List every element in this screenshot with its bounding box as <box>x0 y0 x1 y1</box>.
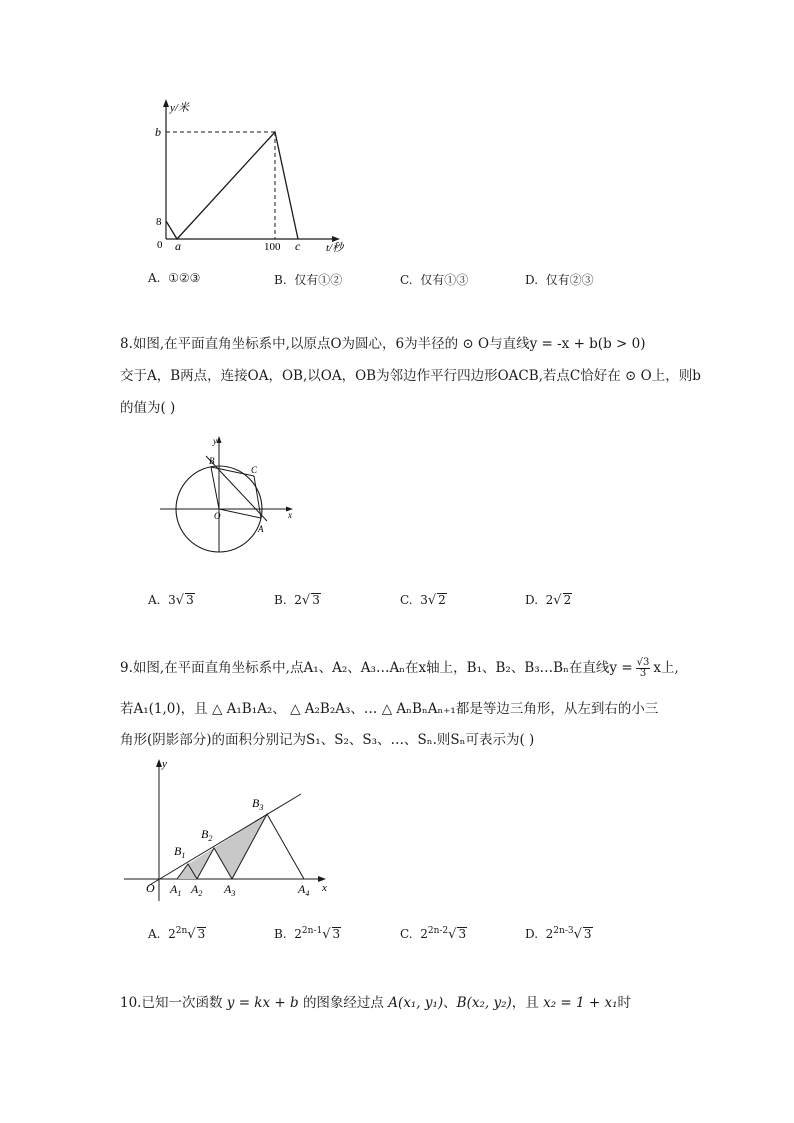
q7-y-arrow <box>163 99 169 107</box>
option-letter: D. <box>525 593 539 607</box>
option-letter: C. <box>400 273 413 287</box>
q9-frac-den: 3 <box>639 668 647 679</box>
q9-line <box>148 794 301 886</box>
q10-func: y = kx + b <box>226 995 299 1011</box>
q9-label-a1: $A_1$ <box>170 882 182 898</box>
option-coef: 3 <box>168 593 176 607</box>
q9-text-line2: 若A₁(1,0)，且 △ A₁B₁A₂、 △ A₂B₂A₃、… △ AₙBₙAₙ₊₁都是等边三角形，从左到右的小三 <box>120 701 659 717</box>
radical-icon: √ <box>322 927 331 942</box>
q8-y-arrow <box>217 436 222 443</box>
option-radicand: 3 <box>197 927 206 941</box>
q9-label-y: y <box>162 758 167 770</box>
radical-icon: √ <box>573 927 582 942</box>
q9-option-d[interactable] <box>525 926 593 942</box>
q7-graph <box>150 95 360 255</box>
q8-label-x: x <box>288 510 292 520</box>
q9-option-a[interactable] <box>148 926 206 942</box>
option-letter: C. <box>400 927 413 941</box>
option-letter: A. <box>148 271 161 285</box>
q8-option-d[interactable] <box>525 593 572 608</box>
q7-option-a[interactable] <box>148 271 200 285</box>
q9-option-b[interactable] <box>274 926 341 942</box>
q9-frac-num: √3 <box>636 657 650 668</box>
option-radicand: 3 <box>332 927 341 941</box>
q9-label-b1: $B_1$ <box>174 844 186 860</box>
q9-shaded-s3 <box>214 814 267 879</box>
option-radicand: 3 <box>458 927 467 941</box>
option-exponent: 2n <box>175 926 188 936</box>
q9-text-line3: 角形(阴影部分)的面积分别记为S₁、S₂、S₃、…、Sₙ.则Sₙ可表示为( ) <box>120 732 535 748</box>
q8-figure <box>155 430 305 560</box>
q7-option-d[interactable] <box>525 271 594 288</box>
q7-label-100: 100 <box>264 241 281 253</box>
option-letter: B. <box>274 593 287 607</box>
q10-text-line1 <box>120 991 631 1011</box>
option-base: 2 <box>294 927 302 941</box>
q8-label-c: C <box>251 465 258 475</box>
q8-seg-oa <box>219 509 261 518</box>
option-exponent: 2n-1 <box>301 926 323 936</box>
q8-seg-ob <box>211 467 219 509</box>
option-radicand: 2 <box>438 593 446 607</box>
option-letter: A. <box>148 593 161 607</box>
q10-sep: 、 <box>443 995 457 1011</box>
option-letter: B. <box>274 273 287 287</box>
option-base: 2 <box>420 927 428 941</box>
option-exponent: 2n-3 <box>553 926 574 936</box>
option-text: 仅有①③ <box>420 273 469 287</box>
option-coef: 2 <box>545 593 554 607</box>
q8-label-a: A <box>258 524 264 534</box>
q8-label-y: y <box>213 436 217 446</box>
q9-fraction <box>636 658 651 679</box>
q7-label-8: 8 <box>156 216 162 228</box>
q7-option-c[interactable] <box>400 271 468 288</box>
q9-label-o: O <box>146 881 155 895</box>
q7-curve <box>166 132 298 239</box>
option-text: 仅有②③ <box>545 273 594 287</box>
radical-icon: √ <box>553 593 562 608</box>
q8-option-c[interactable] <box>400 593 447 608</box>
option-base: 2 <box>168 927 176 941</box>
radical-icon: √ <box>301 593 311 608</box>
q8-label-b: B <box>209 456 215 466</box>
q7-label-b: b <box>155 125 161 139</box>
q8-label-o: O <box>214 511 221 521</box>
radical-icon: √ <box>448 927 457 942</box>
q9-figure <box>118 755 343 905</box>
option-letter: B. <box>274 927 287 941</box>
option-letter: D. <box>525 273 539 287</box>
option-base: 2 <box>545 927 554 941</box>
q8-text-line3: 的值为( ) <box>120 400 176 416</box>
q9-label-x: x <box>322 882 327 894</box>
option-radicand: 3 <box>312 593 320 607</box>
q9-option-c[interactable] <box>400 926 467 942</box>
option-text: ①②③ <box>168 271 201 285</box>
option-text: 仅有①② <box>294 273 343 287</box>
q8-text-line2: 交于A，B两点，连接OA，OB,以OA，OB为邻边作平行四边形OACB,若点C恰好在 ⊙ O上，则b <box>120 368 701 384</box>
q8-option-a[interactable] <box>148 593 195 608</box>
option-letter: C. <box>400 593 413 607</box>
q10-mid1: 的图象经过点 <box>302 995 384 1011</box>
q10-cond: x₂ = 1 + x₁ <box>543 995 618 1011</box>
option-letter: A. <box>148 927 161 941</box>
radical-icon: √ <box>187 927 196 942</box>
q9-line1-a: 9.如图,在平面直角坐标系中,点A₁、A₂、A₃…Aₙ在x轴上，B₁、B₂、B₃…Bₙ在直线y = <box>120 660 633 676</box>
q9-label-a4: $A_4$ <box>298 882 310 898</box>
q10-point-a: A(x₁, y₁) <box>388 995 444 1011</box>
q10-prefix: 10.已知一次函数 <box>120 995 223 1011</box>
radical-icon: √ <box>175 593 185 608</box>
q9-label-a2: $A_2$ <box>191 882 203 898</box>
q10-suffix: 时 <box>617 995 632 1011</box>
q7-label-a: a <box>175 239 181 253</box>
q8-text-line1: 8.如图,在平面直角坐标系中,以原点O为圆心，6为半径的 ⊙ O与直线y = -x + b(b > 0) <box>120 336 646 352</box>
q9-line1-b: x上, <box>653 660 679 676</box>
q10-mid2: ，且 <box>511 995 539 1011</box>
q7-label-0: 0 <box>157 239 163 251</box>
option-coef: 2 <box>294 593 302 607</box>
q9-label-b3: $B_3$ <box>252 796 264 812</box>
q7-label-c: c <box>295 239 301 253</box>
q10-point-b: B(x₂, y₂) <box>456 995 512 1011</box>
option-exponent: 2n-2 <box>427 926 449 936</box>
q9-label-a3: $A_3$ <box>224 882 236 898</box>
q7-t-label: t/秒 <box>326 242 344 254</box>
option-letter: D. <box>525 927 539 941</box>
option-coef: 3 <box>420 593 428 607</box>
q7-y-label: y/米 <box>170 102 189 114</box>
option-radicand: 3 <box>186 593 194 607</box>
q9-text-line1 <box>120 656 679 679</box>
option-radicand: 2 <box>563 593 572 607</box>
q7-option-b[interactable] <box>274 271 342 288</box>
option-radicand: 3 <box>583 927 592 941</box>
radical-icon: √ <box>427 593 437 608</box>
q9-label-b2: $B_2$ <box>201 827 213 843</box>
q8-option-b[interactable] <box>274 593 321 608</box>
